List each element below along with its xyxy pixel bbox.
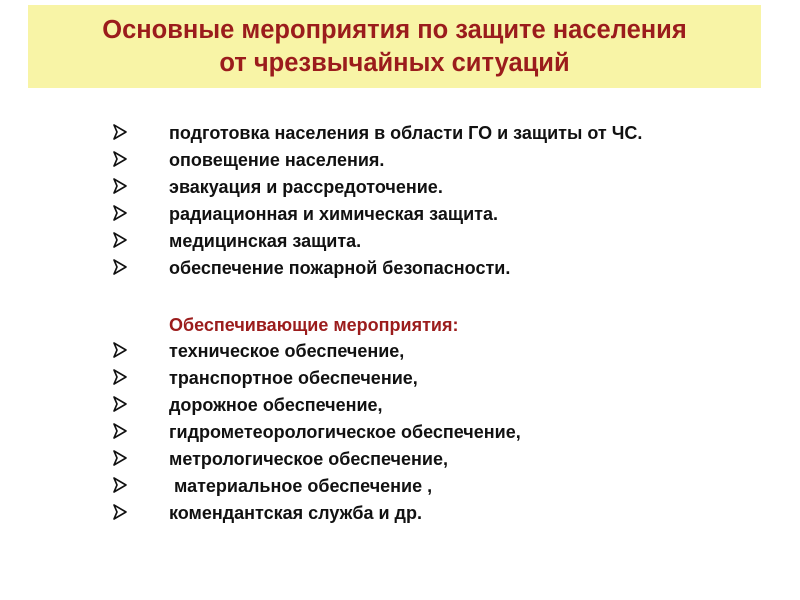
list-item-text: метрологическое обеспечение,: [169, 449, 448, 469]
arrowhead-bullet-icon: [113, 423, 127, 439]
list-item-text: оповещение населения.: [169, 150, 385, 170]
arrowhead-bullet-icon: [113, 178, 127, 194]
list-item: [0, 149, 800, 173]
arrowhead-bullet-icon: [113, 232, 127, 248]
arrowhead-bullet-icon: [113, 124, 127, 140]
arrowhead-bullet-icon: [113, 369, 127, 385]
list-item-text: транспортное обеспечение,: [169, 368, 418, 388]
list-item-text: медицинская защита.: [169, 231, 362, 251]
list-item: [0, 340, 800, 364]
list-item: [0, 394, 800, 418]
arrowhead-bullet-icon: [113, 504, 127, 520]
arrowhead-bullet-icon: [113, 342, 127, 358]
title-line-2: от чрезвычайных ситуаций: [219, 48, 570, 77]
list-item: [0, 176, 800, 200]
list-item: [0, 230, 800, 254]
list-item: [0, 257, 800, 281]
list-item: [0, 448, 800, 472]
list-item-text: комендантская служба и др.: [169, 503, 422, 523]
support-measures-heading: Обеспечивающие мероприятия:: [169, 315, 459, 335]
list-item: [0, 203, 800, 227]
arrowhead-bullet-icon: [113, 450, 127, 466]
arrowhead-bullet-icon: [113, 151, 127, 167]
list-item-text: подготовка населения в области ГО и защиты от ЧС.: [169, 123, 643, 143]
list-item-text: эвакуация и рассредоточение.: [169, 177, 443, 197]
list-item: [0, 502, 800, 526]
list-item-text: дорожное обеспечение,: [169, 395, 383, 415]
arrowhead-bullet-icon: [113, 205, 127, 221]
list-item-text: радиационная и химическая защита.: [169, 204, 498, 224]
list-item-text: гидрометеорологическое обеспечение,: [169, 422, 521, 442]
arrowhead-bullet-icon: [113, 259, 127, 275]
title-banner: [28, 5, 761, 88]
list-item-text: техническое обеспечение,: [169, 341, 405, 361]
list-item: [0, 122, 800, 146]
arrowhead-bullet-icon: [113, 477, 127, 493]
list-item: [0, 475, 800, 499]
list-item-text: материальное обеспечение ,: [169, 476, 433, 496]
list-item-text: обеспечение пожарной безопасности.: [169, 258, 511, 278]
title-line-1: Основные мероприятия по защите населения: [102, 15, 687, 44]
list-item: [0, 421, 800, 445]
arrowhead-bullet-icon: [113, 396, 127, 412]
list-item: [0, 367, 800, 391]
